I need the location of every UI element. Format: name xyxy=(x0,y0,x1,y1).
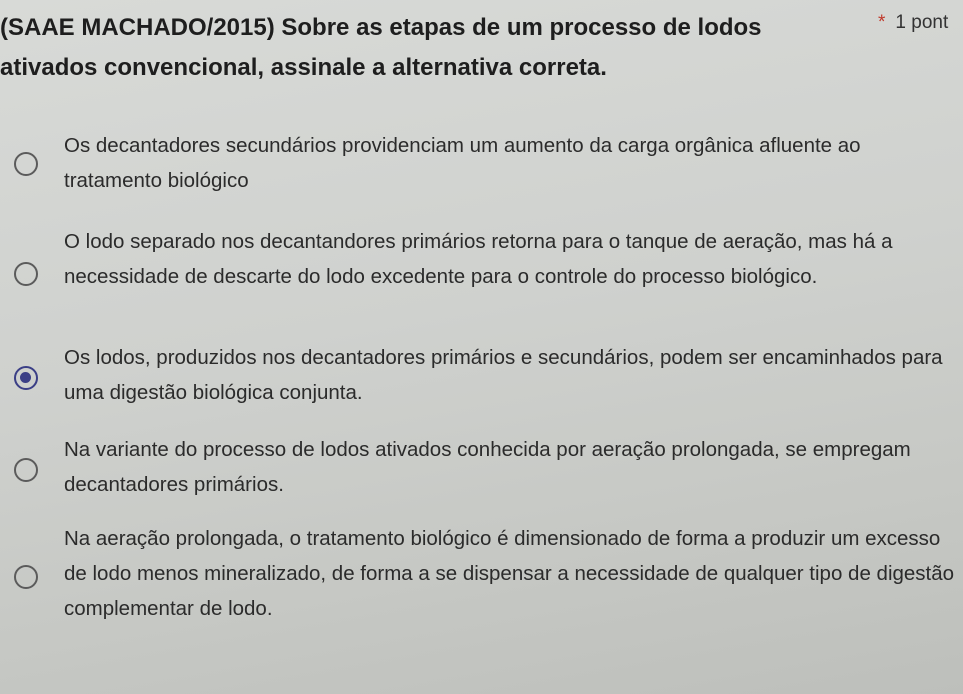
option-4-label: Na variante do processo de lodos ativados conhecida por aeração prolongada, se empregam decantadores primários. xyxy=(64,438,911,496)
radio-button-option-4[interactable] xyxy=(14,458,38,482)
radio-button-option-3-selected[interactable] xyxy=(14,366,38,390)
option-5-label: Na aeração prolongada, o tratamento biológico é dimensionado de forma a produzir um excesso de lodo menos mineralizado, de forma a se dispensar a necessidade de qualquer tipo de digestão complementar de lodo. xyxy=(64,527,955,620)
points-label: 1 pont xyxy=(895,12,949,33)
question-title-text: (SAAE MACHADO/2015) Sobre as etapas de um processo de lodos ativados convencional, assinale a alternativa correta. xyxy=(0,14,762,81)
radio-button-option-5[interactable] xyxy=(14,565,38,589)
option-2-label: O lodo separado nos decantandores primários retorna para o tanque de aeração, mas há a necessidade de descarte do lodo excedente para o controle do processo biológico. xyxy=(64,230,893,288)
required-asterisk: * xyxy=(878,12,886,33)
points-indicator xyxy=(878,12,948,34)
option-3-label: Os lodos, produzidos nos decantadores primários e secundários, podem ser encaminhados para uma digestão biológica conjunta. xyxy=(64,346,943,404)
radio-button-option-2[interactable] xyxy=(14,262,38,286)
option-1-label: Os decantadores secundários providenciam um aumento da carga orgânica afluente ao tratamento biológico xyxy=(64,134,861,192)
radio-button-option-1[interactable] xyxy=(14,152,38,176)
